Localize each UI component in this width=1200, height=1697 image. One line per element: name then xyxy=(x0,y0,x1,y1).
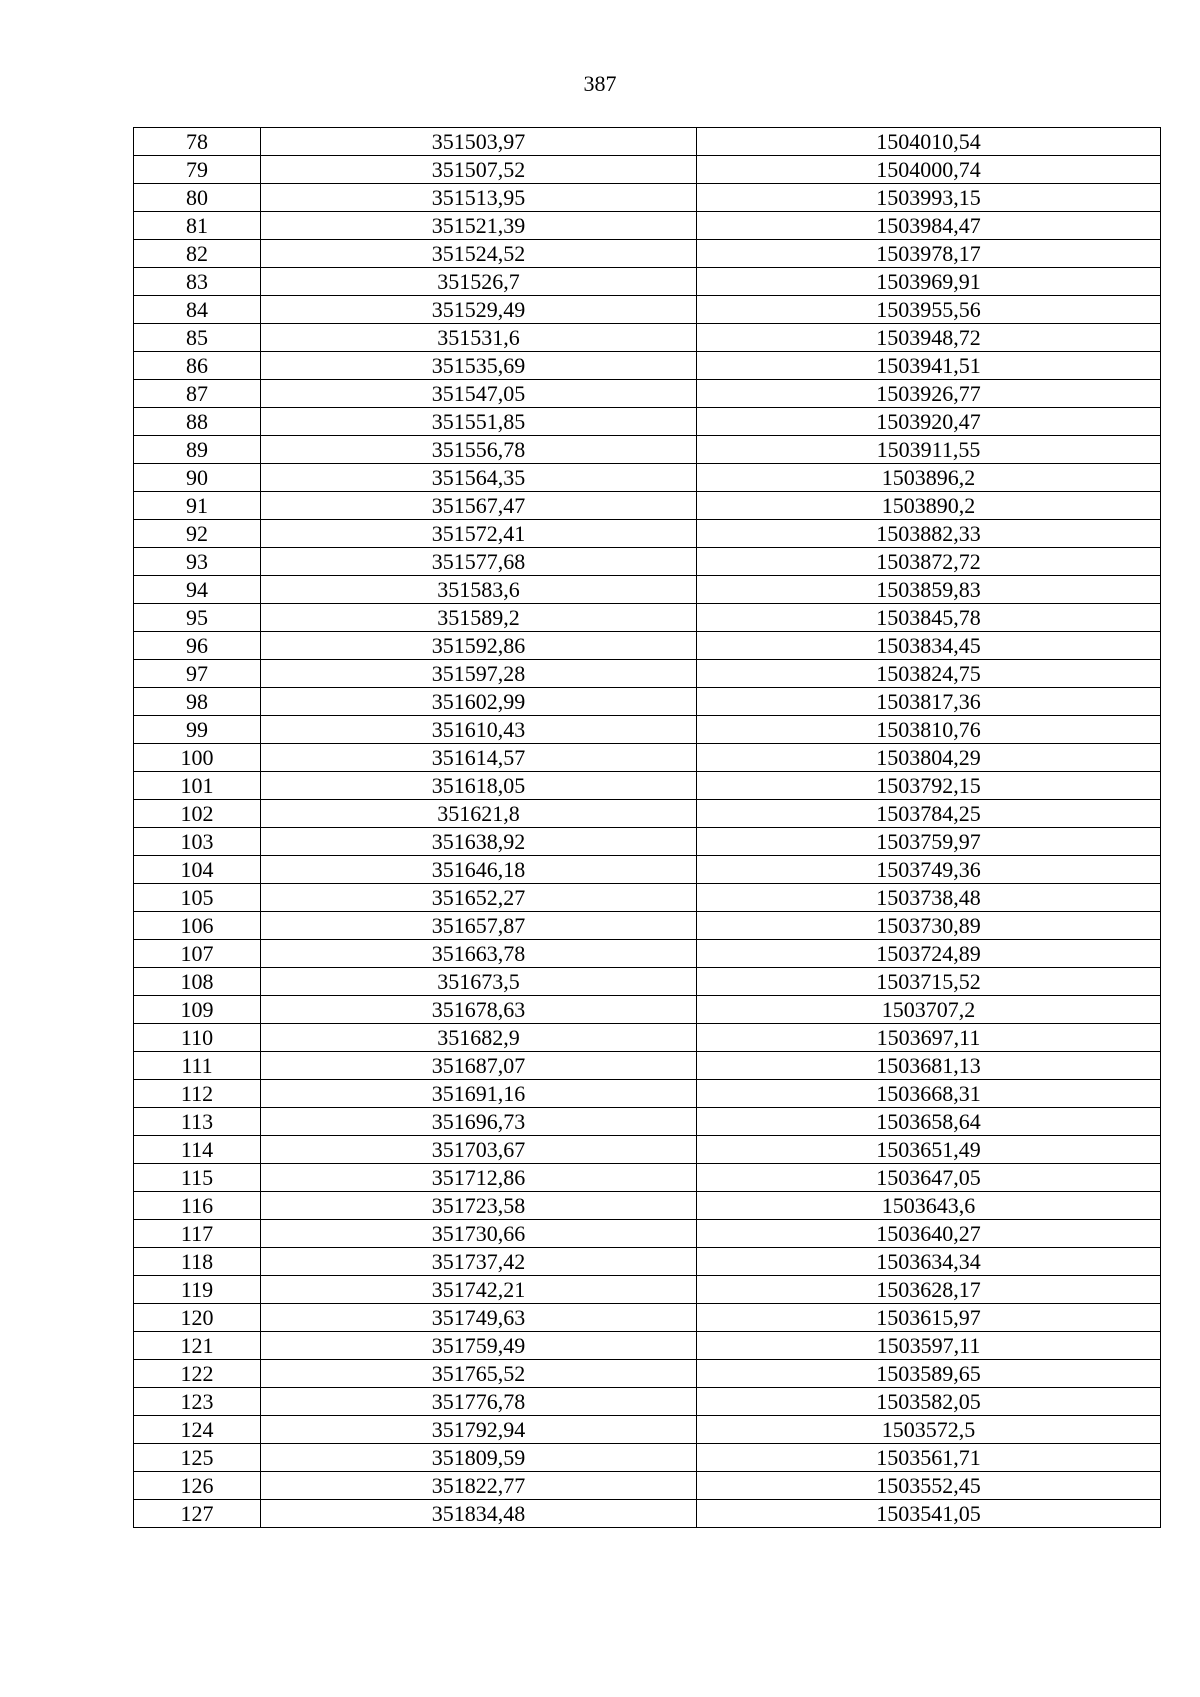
point-number-cell: 84 xyxy=(134,296,261,324)
point-number-cell: 86 xyxy=(134,352,261,380)
y-coordinate-cell: 1503628,17 xyxy=(697,1276,1161,1304)
point-number-cell: 108 xyxy=(134,968,261,996)
y-coordinate-cell: 1503589,65 xyxy=(697,1360,1161,1388)
point-number-cell: 121 xyxy=(134,1332,261,1360)
point-number-cell: 88 xyxy=(134,408,261,436)
x-coordinate-cell: 351524,52 xyxy=(261,240,697,268)
x-coordinate-cell: 351809,59 xyxy=(261,1444,697,1472)
table-row xyxy=(134,324,1161,352)
point-number-cell: 79 xyxy=(134,156,261,184)
coordinates-table-body xyxy=(134,128,1161,1528)
x-coordinate-cell: 351737,42 xyxy=(261,1248,697,1276)
table-row xyxy=(134,744,1161,772)
x-coordinate-cell: 351723,58 xyxy=(261,1192,697,1220)
point-number-cell: 89 xyxy=(134,436,261,464)
table-row xyxy=(134,828,1161,856)
x-coordinate-cell: 351572,41 xyxy=(261,520,697,548)
point-number-cell: 120 xyxy=(134,1304,261,1332)
y-coordinate-cell: 1503817,36 xyxy=(697,688,1161,716)
x-coordinate-cell: 351589,2 xyxy=(261,604,697,632)
point-number-cell: 122 xyxy=(134,1360,261,1388)
table-row xyxy=(134,156,1161,184)
x-coordinate-cell: 351564,35 xyxy=(261,464,697,492)
y-coordinate-cell: 1503810,76 xyxy=(697,716,1161,744)
table-row xyxy=(134,1276,1161,1304)
table-row xyxy=(134,912,1161,940)
x-coordinate-cell: 351621,8 xyxy=(261,800,697,828)
table-row xyxy=(134,1052,1161,1080)
table-row xyxy=(134,380,1161,408)
table-row xyxy=(134,856,1161,884)
y-coordinate-cell: 1503697,11 xyxy=(697,1024,1161,1052)
table-row xyxy=(134,660,1161,688)
table-row xyxy=(134,1108,1161,1136)
x-coordinate-cell: 351691,16 xyxy=(261,1080,697,1108)
table-row xyxy=(134,1304,1161,1332)
point-number-cell: 116 xyxy=(134,1192,261,1220)
y-coordinate-cell: 1503552,45 xyxy=(697,1472,1161,1500)
table-row xyxy=(134,716,1161,744)
point-number-cell: 117 xyxy=(134,1220,261,1248)
y-coordinate-cell: 1503824,75 xyxy=(697,660,1161,688)
point-number-cell: 124 xyxy=(134,1416,261,1444)
point-number-cell: 87 xyxy=(134,380,261,408)
point-number-cell: 107 xyxy=(134,940,261,968)
x-coordinate-cell: 351682,9 xyxy=(261,1024,697,1052)
table-row xyxy=(134,520,1161,548)
table-row xyxy=(134,1500,1161,1528)
y-coordinate-cell: 1503882,33 xyxy=(697,520,1161,548)
table-row xyxy=(134,968,1161,996)
point-number-cell: 112 xyxy=(134,1080,261,1108)
point-number-cell: 102 xyxy=(134,800,261,828)
point-number-cell: 93 xyxy=(134,548,261,576)
table-row xyxy=(134,184,1161,212)
y-coordinate-cell: 1503759,97 xyxy=(697,828,1161,856)
y-coordinate-cell: 1503582,05 xyxy=(697,1388,1161,1416)
y-coordinate-cell: 1503730,89 xyxy=(697,912,1161,940)
point-number-cell: 98 xyxy=(134,688,261,716)
y-coordinate-cell: 1503792,15 xyxy=(697,772,1161,800)
x-coordinate-cell: 351577,68 xyxy=(261,548,697,576)
point-number-cell: 80 xyxy=(134,184,261,212)
x-coordinate-cell: 351592,86 xyxy=(261,632,697,660)
x-coordinate-cell: 351513,95 xyxy=(261,184,697,212)
point-number-cell: 109 xyxy=(134,996,261,1024)
point-number-cell: 100 xyxy=(134,744,261,772)
y-coordinate-cell: 1503707,2 xyxy=(697,996,1161,1024)
point-number-cell: 83 xyxy=(134,268,261,296)
x-coordinate-cell: 351526,7 xyxy=(261,268,697,296)
x-coordinate-cell: 351657,87 xyxy=(261,912,697,940)
y-coordinate-cell: 1503715,52 xyxy=(697,968,1161,996)
x-coordinate-cell: 351703,67 xyxy=(261,1136,697,1164)
x-coordinate-cell: 351567,47 xyxy=(261,492,697,520)
table-row xyxy=(134,1220,1161,1248)
y-coordinate-cell: 1504000,74 xyxy=(697,156,1161,184)
y-coordinate-cell: 1503681,13 xyxy=(697,1052,1161,1080)
y-coordinate-cell: 1503804,29 xyxy=(697,744,1161,772)
point-number-cell: 123 xyxy=(134,1388,261,1416)
x-coordinate-cell: 351638,92 xyxy=(261,828,697,856)
y-coordinate-cell: 1503724,89 xyxy=(697,940,1161,968)
x-coordinate-cell: 351673,5 xyxy=(261,968,697,996)
table-row xyxy=(134,604,1161,632)
y-coordinate-cell: 1503978,17 xyxy=(697,240,1161,268)
table-row xyxy=(134,632,1161,660)
table-row xyxy=(134,1416,1161,1444)
point-number-cell: 103 xyxy=(134,828,261,856)
x-coordinate-cell: 351556,78 xyxy=(261,436,697,464)
point-number-cell: 104 xyxy=(134,856,261,884)
point-number-cell: 97 xyxy=(134,660,261,688)
y-coordinate-cell: 1503640,27 xyxy=(697,1220,1161,1248)
x-coordinate-cell: 351646,18 xyxy=(261,856,697,884)
point-number-cell: 119 xyxy=(134,1276,261,1304)
page-number: 387 xyxy=(583,71,617,96)
x-coordinate-cell: 351597,28 xyxy=(261,660,697,688)
y-coordinate-cell: 1503911,55 xyxy=(697,436,1161,464)
y-coordinate-cell: 1503541,05 xyxy=(697,1500,1161,1528)
table-row xyxy=(134,1388,1161,1416)
table-row xyxy=(134,464,1161,492)
table-row xyxy=(134,492,1161,520)
y-coordinate-cell: 1503643,6 xyxy=(697,1192,1161,1220)
table-row xyxy=(134,1360,1161,1388)
point-number-cell: 94 xyxy=(134,576,261,604)
x-coordinate-cell: 351602,99 xyxy=(261,688,697,716)
table-row xyxy=(134,296,1161,324)
point-number-cell: 105 xyxy=(134,884,261,912)
x-coordinate-cell: 351678,63 xyxy=(261,996,697,1024)
y-coordinate-cell: 1503647,05 xyxy=(697,1164,1161,1192)
table-row xyxy=(134,212,1161,240)
point-number-cell: 85 xyxy=(134,324,261,352)
x-coordinate-cell: 351529,49 xyxy=(261,296,697,324)
y-coordinate-cell: 1503859,83 xyxy=(697,576,1161,604)
x-coordinate-cell: 351730,66 xyxy=(261,1220,697,1248)
point-number-cell: 95 xyxy=(134,604,261,632)
y-coordinate-cell: 1503845,78 xyxy=(697,604,1161,632)
x-coordinate-cell: 351776,78 xyxy=(261,1388,697,1416)
point-number-cell: 106 xyxy=(134,912,261,940)
table-row xyxy=(134,576,1161,604)
y-coordinate-cell: 1504010,54 xyxy=(697,128,1161,156)
x-coordinate-cell: 351696,73 xyxy=(261,1108,697,1136)
point-number-cell: 91 xyxy=(134,492,261,520)
y-coordinate-cell: 1503984,47 xyxy=(697,212,1161,240)
table-row xyxy=(134,1192,1161,1220)
y-coordinate-cell: 1503784,25 xyxy=(697,800,1161,828)
x-coordinate-cell: 351759,49 xyxy=(261,1332,697,1360)
y-coordinate-cell: 1503634,34 xyxy=(697,1248,1161,1276)
y-coordinate-cell: 1503993,15 xyxy=(697,184,1161,212)
point-number-cell: 92 xyxy=(134,520,261,548)
table-row xyxy=(134,800,1161,828)
table-row xyxy=(134,436,1161,464)
x-coordinate-cell: 351749,63 xyxy=(261,1304,697,1332)
x-coordinate-cell: 351765,52 xyxy=(261,1360,697,1388)
point-number-cell: 127 xyxy=(134,1500,261,1528)
table-row xyxy=(134,688,1161,716)
point-number-cell: 82 xyxy=(134,240,261,268)
table-row xyxy=(134,240,1161,268)
table-row xyxy=(134,996,1161,1024)
table-row xyxy=(134,1248,1161,1276)
x-coordinate-cell: 351652,27 xyxy=(261,884,697,912)
x-coordinate-cell: 351503,97 xyxy=(261,128,697,156)
point-number-cell: 115 xyxy=(134,1164,261,1192)
x-coordinate-cell: 351687,07 xyxy=(261,1052,697,1080)
table-row xyxy=(134,408,1161,436)
table-row xyxy=(134,1024,1161,1052)
y-coordinate-cell: 1503890,2 xyxy=(697,492,1161,520)
table-row xyxy=(134,1164,1161,1192)
point-number-cell: 90 xyxy=(134,464,261,492)
table-row xyxy=(134,548,1161,576)
table-row xyxy=(134,1472,1161,1500)
x-coordinate-cell: 351507,52 xyxy=(261,156,697,184)
table-row xyxy=(134,1444,1161,1472)
x-coordinate-cell: 351551,85 xyxy=(261,408,697,436)
point-number-cell: 110 xyxy=(134,1024,261,1052)
table-row xyxy=(134,352,1161,380)
table-row xyxy=(134,1332,1161,1360)
table-row xyxy=(134,772,1161,800)
y-coordinate-cell: 1503969,91 xyxy=(697,268,1161,296)
x-coordinate-cell: 351834,48 xyxy=(261,1500,697,1528)
x-coordinate-cell: 351535,69 xyxy=(261,352,697,380)
table-row xyxy=(134,128,1161,156)
x-coordinate-cell: 351742,21 xyxy=(261,1276,697,1304)
x-coordinate-cell: 351792,94 xyxy=(261,1416,697,1444)
point-number-cell: 118 xyxy=(134,1248,261,1276)
y-coordinate-cell: 1503738,48 xyxy=(697,884,1161,912)
table-row xyxy=(134,1080,1161,1108)
y-coordinate-cell: 1503561,71 xyxy=(697,1444,1161,1472)
y-coordinate-cell: 1503896,2 xyxy=(697,464,1161,492)
y-coordinate-cell: 1503926,77 xyxy=(697,380,1161,408)
x-coordinate-cell: 351583,6 xyxy=(261,576,697,604)
y-coordinate-cell: 1503948,72 xyxy=(697,324,1161,352)
table-row xyxy=(134,1136,1161,1164)
point-number-cell: 78 xyxy=(134,128,261,156)
table-row xyxy=(134,884,1161,912)
x-coordinate-cell: 351521,39 xyxy=(261,212,697,240)
x-coordinate-cell: 351663,78 xyxy=(261,940,697,968)
y-coordinate-cell: 1503651,49 xyxy=(697,1136,1161,1164)
point-number-cell: 99 xyxy=(134,716,261,744)
point-number-cell: 96 xyxy=(134,632,261,660)
point-number-cell: 113 xyxy=(134,1108,261,1136)
y-coordinate-cell: 1503834,45 xyxy=(697,632,1161,660)
y-coordinate-cell: 1503597,11 xyxy=(697,1332,1161,1360)
y-coordinate-cell: 1503955,56 xyxy=(697,296,1161,324)
table-row xyxy=(134,940,1161,968)
x-coordinate-cell: 351547,05 xyxy=(261,380,697,408)
x-coordinate-cell: 351610,43 xyxy=(261,716,697,744)
point-number-cell: 114 xyxy=(134,1136,261,1164)
y-coordinate-cell: 1503658,64 xyxy=(697,1108,1161,1136)
x-coordinate-cell: 351712,86 xyxy=(261,1164,697,1192)
point-number-cell: 111 xyxy=(134,1052,261,1080)
y-coordinate-cell: 1503872,72 xyxy=(697,548,1161,576)
x-coordinate-cell: 351822,77 xyxy=(261,1472,697,1500)
y-coordinate-cell: 1503615,97 xyxy=(697,1304,1161,1332)
y-coordinate-cell: 1503749,36 xyxy=(697,856,1161,884)
coordinates-table xyxy=(133,127,1161,1528)
point-number-cell: 125 xyxy=(134,1444,261,1472)
y-coordinate-cell: 1503941,51 xyxy=(697,352,1161,380)
y-coordinate-cell: 1503572,5 xyxy=(697,1416,1161,1444)
y-coordinate-cell: 1503668,31 xyxy=(697,1080,1161,1108)
x-coordinate-cell: 351531,6 xyxy=(261,324,697,352)
point-number-cell: 81 xyxy=(134,212,261,240)
x-coordinate-cell: 351618,05 xyxy=(261,772,697,800)
point-number-cell: 126 xyxy=(134,1472,261,1500)
y-coordinate-cell: 1503920,47 xyxy=(697,408,1161,436)
table-row xyxy=(134,268,1161,296)
x-coordinate-cell: 351614,57 xyxy=(261,744,697,772)
point-number-cell: 101 xyxy=(134,772,261,800)
